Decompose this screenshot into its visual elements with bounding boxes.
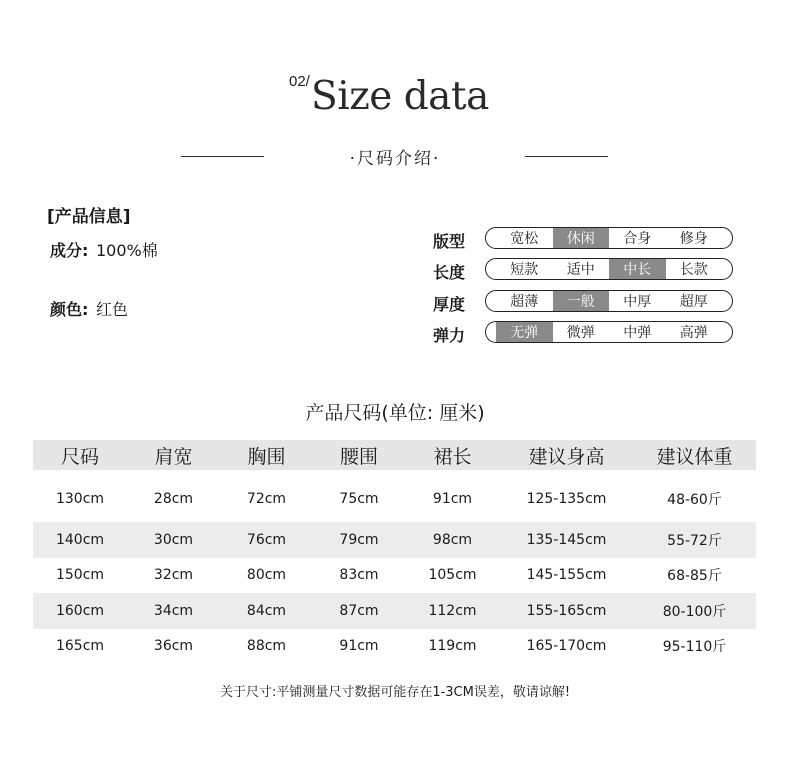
- attribute-selector: [485, 321, 733, 343]
- attribute-selector: [485, 227, 733, 249]
- attribute-option: 长款: [679, 262, 708, 278]
- attribute-selector: [485, 258, 733, 280]
- size-table-title: 产品尺码(单位: 厘米): [305, 402, 485, 424]
- table-row: [33, 593, 756, 629]
- column-header: 建议体重: [633, 440, 756, 470]
- table-cell: 105cm: [428, 567, 477, 584]
- table-header-row: [33, 440, 756, 470]
- attribute-option: 合身: [623, 231, 652, 247]
- color-label: 颜色:: [50, 300, 89, 319]
- table-cell: 32cm: [153, 567, 194, 584]
- material-value: 100%棉: [95, 241, 158, 260]
- measurement-note: 关于尺寸:平铺测量尺寸数据可能存在1-3CM误差，敬请谅解!: [219, 685, 571, 700]
- column-header: 胸围: [220, 440, 313, 470]
- attribute-option: 适中: [566, 262, 595, 278]
- table-row: [33, 470, 756, 522]
- table-cell: 72cm: [246, 491, 287, 507]
- attribute-option-selected: 中长: [609, 259, 666, 279]
- attribute-option: 超厚: [679, 294, 708, 310]
- table-cell: 91cm: [432, 491, 473, 507]
- attribute-option: 高弹: [679, 325, 708, 341]
- table-cell: 140cm: [33, 522, 127, 558]
- table-cell: 125-135cm: [526, 491, 607, 507]
- table-cell: 165-170cm: [526, 638, 607, 655]
- attribute-selector: [485, 290, 733, 312]
- table-cell: 48-60斤: [667, 492, 722, 508]
- attribute-option: 短款: [510, 262, 539, 278]
- table-cell: 34cm: [127, 593, 220, 629]
- size-table: [33, 440, 756, 664]
- attribute-option: 修身: [679, 231, 708, 247]
- divider-right: [525, 156, 608, 157]
- table-body: [33, 470, 756, 664]
- table-cell: 80cm: [246, 567, 287, 584]
- table-cell: 84cm: [220, 593, 313, 629]
- table-cell: 83cm: [339, 567, 379, 584]
- attribute-option: 宽松: [510, 231, 539, 247]
- table-cell: 130cm: [55, 491, 105, 507]
- table-cell: 98cm: [405, 522, 500, 558]
- table-cell: 79cm: [313, 522, 405, 558]
- attribute-option: 中厚: [623, 294, 652, 310]
- attribute-label: 长度: [433, 263, 466, 282]
- column-header: 腰围: [313, 440, 405, 470]
- table-cell: 55-72斤: [633, 522, 756, 558]
- table-cell: 80-100斤: [633, 593, 756, 629]
- color-row: [50, 297, 128, 320]
- material-label: 成分:: [50, 241, 89, 260]
- table-cell: 112cm: [405, 593, 500, 629]
- product-info-heading: [产品信息]: [47, 207, 131, 227]
- table-cell: 119cm: [428, 638, 477, 655]
- table-cell: 36cm: [153, 638, 194, 655]
- table-cell: 88cm: [246, 638, 287, 655]
- table-cell: 30cm: [127, 522, 220, 558]
- table-cell: 145-155cm: [526, 567, 607, 584]
- attribute-label: 弹力: [433, 326, 466, 345]
- column-header: 建议身高: [500, 440, 633, 470]
- table-row: [33, 558, 756, 594]
- attribute-option: 超薄: [510, 294, 539, 310]
- page-title: Size data: [311, 74, 489, 119]
- table-cell: 155-165cm: [500, 593, 633, 629]
- section-subtitle: ·尺码介绍·: [349, 149, 441, 169]
- color-value: 红色: [95, 300, 128, 319]
- table-cell: 91cm: [339, 638, 379, 655]
- attribute-option: 中弹: [623, 325, 652, 341]
- column-header: 肩宽: [127, 440, 220, 470]
- attribute-option-selected: 无弹: [496, 322, 553, 342]
- attribute-option: 微弹: [566, 325, 595, 341]
- attribute-option-selected: 休闲: [553, 228, 610, 248]
- column-header: 裙长: [405, 440, 500, 470]
- table-row: [33, 629, 756, 665]
- table-cell: 95-110斤: [662, 639, 727, 656]
- attribute-label: 厚度: [433, 295, 466, 314]
- table-row: [33, 522, 756, 558]
- table-cell: 160cm: [33, 593, 127, 629]
- material-row: [50, 238, 158, 261]
- attribute-option-selected: 一般: [553, 291, 610, 311]
- table-cell: 76cm: [220, 522, 313, 558]
- table-cell: 75cm: [339, 491, 379, 507]
- title-number: 02/: [289, 73, 310, 90]
- table-cell: 165cm: [55, 638, 105, 655]
- table-cell: 87cm: [313, 593, 405, 629]
- table-cell: 68-85斤: [667, 568, 722, 585]
- column-header: 尺码: [33, 440, 127, 470]
- table-cell: 28cm: [153, 491, 194, 507]
- table-cell: 135-145cm: [500, 522, 633, 558]
- attribute-label: 版型: [433, 232, 466, 251]
- table-cell: 150cm: [55, 567, 105, 584]
